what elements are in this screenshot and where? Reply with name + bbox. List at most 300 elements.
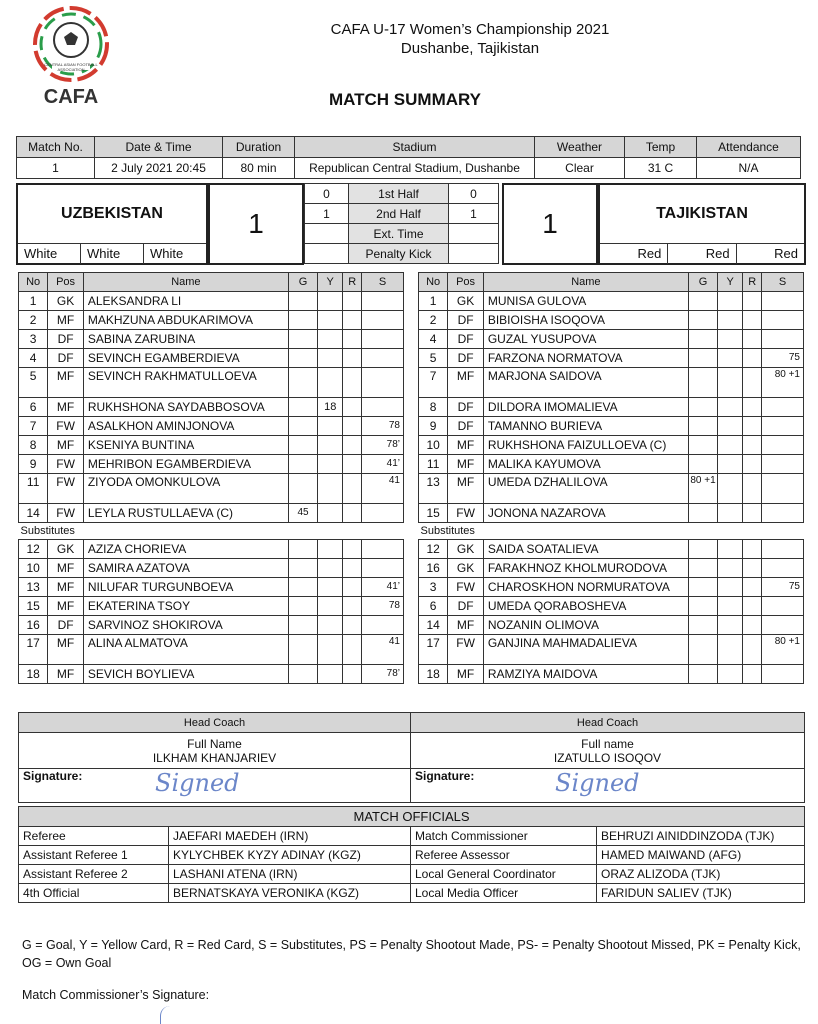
player-yellow — [318, 504, 343, 523]
home-coach-name: ILKHAM KHANJARIEV — [152, 750, 277, 765]
player-row — [19, 504, 404, 523]
player-row — [419, 635, 804, 665]
player-name: CHAROSKHON NORMURATOVA — [483, 578, 688, 597]
home-lineup — [18, 272, 404, 684]
player-position: FW — [448, 504, 484, 523]
period-away: 0 — [449, 184, 499, 204]
player-position: MF — [48, 665, 84, 684]
player-yellow — [718, 635, 743, 665]
player-goals — [688, 349, 717, 368]
player-subs — [762, 559, 804, 578]
away-coach-cell — [411, 733, 805, 769]
player-yellow — [718, 398, 743, 417]
player-yellow — [318, 559, 343, 578]
logo-subtext: CENTRAL ASIAN FOOTBALL ASSOCIATION — [44, 62, 98, 72]
player-subs: 41’ — [362, 578, 404, 597]
official-name: HAMED MAIWAND (AFG) — [597, 846, 805, 865]
player-number: 10 — [19, 559, 48, 578]
player-position: MF — [48, 398, 84, 417]
player-row — [419, 665, 804, 684]
header-attendance: Attendance — [697, 137, 801, 158]
player-red — [743, 398, 762, 417]
player-number: 9 — [19, 455, 48, 474]
player-red — [743, 559, 762, 578]
player-number: 5 — [419, 349, 448, 368]
official-name: ORAZ ALIZODA (TJK) — [597, 865, 805, 884]
player-name: RUKHSHONA FAIZULLOEVA (C) — [483, 436, 688, 455]
player-name: SARVINOZ SHOKIROVA — [83, 616, 288, 635]
player-row — [419, 504, 804, 523]
player-name: SAMIRA AZATOVA — [83, 559, 288, 578]
commissioner-signature-mark — [160, 1006, 181, 1024]
period-row — [305, 204, 499, 224]
player-position: MF — [448, 455, 484, 474]
player-goals — [688, 436, 717, 455]
player-yellow — [718, 349, 743, 368]
player-position: MF — [48, 559, 84, 578]
period-home — [305, 224, 349, 244]
player-name: AZIZA CHORIEVA — [83, 540, 288, 559]
player-subs — [762, 417, 804, 436]
player-subs — [762, 398, 804, 417]
period-home: 0 — [305, 184, 349, 204]
player-name: RAMZIYA MAIDOVA — [483, 665, 688, 684]
player-number: 12 — [19, 540, 48, 559]
player-yellow — [718, 417, 743, 436]
player-subs: 41 — [362, 474, 404, 504]
official-role: 4th Official — [19, 884, 169, 903]
player-goals — [688, 504, 717, 523]
player-name: UMEDA DZHALILOVA — [483, 474, 688, 504]
official-row — [19, 846, 805, 865]
player-name: ZIYODA OMONKULOVA — [83, 474, 288, 504]
player-subs — [762, 436, 804, 455]
duration-value: 80 min — [223, 158, 295, 179]
home-coach-header: Head Coach — [19, 713, 411, 733]
player-number: 17 — [419, 635, 448, 665]
player-name: MUNISA GULOVA — [483, 292, 688, 311]
player-subs — [362, 292, 404, 311]
player-row — [19, 474, 404, 504]
player-row — [19, 635, 404, 665]
player-row — [419, 398, 804, 417]
player-number: 18 — [19, 665, 48, 684]
player-position: FW — [48, 417, 84, 436]
header-duration: Duration — [223, 137, 295, 158]
player-number: 3 — [419, 578, 448, 597]
player-red — [743, 635, 762, 665]
period-row — [305, 244, 499, 264]
header-date-time: Date & Time — [95, 137, 223, 158]
away-color-shirt: Red — [600, 244, 668, 264]
col-pos: Pos — [448, 273, 484, 292]
player-number: 8 — [419, 398, 448, 417]
player-goals: 80 +1 — [688, 474, 717, 504]
player-subs — [362, 559, 404, 578]
player-goals — [688, 398, 717, 417]
player-row — [19, 311, 404, 330]
player-subs — [362, 368, 404, 398]
player-position: DF — [48, 349, 84, 368]
player-red — [743, 597, 762, 616]
player-subs — [362, 349, 404, 368]
player-yellow — [318, 474, 343, 504]
player-goals — [688, 635, 717, 665]
player-number: 10 — [419, 436, 448, 455]
coach-header-row — [19, 713, 805, 733]
player-row — [419, 540, 804, 559]
official-name: JAEFARI MAEDEH (IRN) — [169, 827, 411, 846]
player-position: MF — [448, 616, 484, 635]
player-row — [19, 436, 404, 455]
player-row — [19, 292, 404, 311]
player-red — [343, 349, 362, 368]
player-number: 12 — [419, 540, 448, 559]
championship-title: CAFA U-17 Women’s Championship 2021 — [330, 21, 610, 38]
player-yellow — [718, 578, 743, 597]
col-subs: S — [762, 273, 804, 292]
player-goals — [688, 597, 717, 616]
home-coach-signature-cell — [19, 769, 411, 803]
col-goals: G — [288, 273, 317, 292]
attendance-value: N/A — [697, 158, 801, 179]
player-subs — [762, 311, 804, 330]
away-colors — [600, 243, 804, 264]
player-subs — [762, 665, 804, 684]
player-name: NILUFAR TURGUNBOEVA — [83, 578, 288, 597]
player-row — [19, 330, 404, 349]
player-name: MARJONA SAIDOVA — [483, 368, 688, 398]
official-name: FARIDUN SALIEV (TJK) — [597, 884, 805, 903]
stadium-value: Republican Central Stadium, Dushanbe — [295, 158, 535, 179]
score-block — [16, 183, 806, 265]
player-red — [743, 540, 762, 559]
player-name: MALIKA KAYUMOVA — [483, 455, 688, 474]
temp-value: 31 C — [625, 158, 697, 179]
player-goals — [688, 311, 717, 330]
player-row — [419, 578, 804, 597]
player-number: 6 — [19, 398, 48, 417]
player-name: SEVICH BOYLIEVA — [83, 665, 288, 684]
player-yellow — [718, 504, 743, 523]
player-number: 2 — [419, 311, 448, 330]
player-goals — [288, 474, 317, 504]
player-position: DF — [48, 330, 84, 349]
player-subs: 41’ — [362, 455, 404, 474]
player-subs — [762, 330, 804, 349]
player-name: GUZAL YUSUPOVA — [483, 330, 688, 349]
player-red — [743, 292, 762, 311]
player-red — [343, 292, 362, 311]
player-red — [343, 616, 362, 635]
period-scores — [304, 183, 499, 264]
player-row — [19, 578, 404, 597]
player-number: 4 — [419, 330, 448, 349]
player-position: GK — [448, 559, 484, 578]
player-row — [419, 436, 804, 455]
match-info-header-row — [17, 137, 801, 158]
header-match-no: Match No. — [17, 137, 95, 158]
player-name: JONONA NAZAROVA — [483, 504, 688, 523]
player-name: KSENIYA BUNTINA — [83, 436, 288, 455]
player-goals — [288, 559, 317, 578]
player-name: GANJINA MAHMADALIEVA — [483, 635, 688, 665]
player-yellow — [718, 436, 743, 455]
player-row — [19, 417, 404, 436]
player-goals — [288, 330, 317, 349]
player-position: GK — [48, 540, 84, 559]
weather-value: Clear — [535, 158, 625, 179]
player-subs — [762, 540, 804, 559]
player-goals — [688, 292, 717, 311]
player-subs — [762, 616, 804, 635]
player-red — [343, 368, 362, 398]
col-yellow: Y — [718, 273, 743, 292]
player-yellow — [318, 665, 343, 684]
player-yellow — [718, 597, 743, 616]
player-position: DF — [448, 349, 484, 368]
player-red — [743, 417, 762, 436]
player-subs: 78 — [362, 417, 404, 436]
col-yellow: Y — [318, 273, 343, 292]
player-goals — [288, 665, 317, 684]
player-position: DF — [448, 311, 484, 330]
player-row — [419, 455, 804, 474]
period-row — [305, 224, 499, 244]
player-row — [19, 349, 404, 368]
player-red — [743, 455, 762, 474]
page-title: MATCH SUMMARY — [328, 90, 482, 109]
player-subs: 80 +1 — [762, 368, 804, 398]
player-number: 9 — [419, 417, 448, 436]
document-header — [190, 20, 750, 58]
coach-signature-row — [19, 769, 805, 803]
player-yellow — [718, 559, 743, 578]
away-team-name: TAJIKISTAN — [656, 205, 748, 222]
player-goals — [288, 349, 317, 368]
period-home: 1 — [305, 204, 349, 224]
col-name: Name — [83, 273, 288, 292]
col-no: No — [419, 273, 448, 292]
player-goals — [288, 292, 317, 311]
player-name: MAKHZUNA ABDUKARIMOVA — [83, 311, 288, 330]
player-yellow — [318, 311, 343, 330]
player-goals — [688, 578, 717, 597]
player-number: 15 — [419, 504, 448, 523]
home-color-socks: White — [150, 246, 184, 261]
col-name: Name — [483, 273, 688, 292]
col-subs: S — [362, 273, 404, 292]
player-red — [743, 330, 762, 349]
player-number: 8 — [19, 436, 48, 455]
player-row — [419, 368, 804, 398]
period-away — [449, 224, 499, 244]
player-row — [19, 665, 404, 684]
player-name: UMEDA QORABOSHEVA — [483, 597, 688, 616]
away-coach-name: IZATULLO ISOQOV — [553, 750, 662, 765]
player-row — [419, 292, 804, 311]
coach-table — [18, 712, 805, 803]
away-lineup — [418, 272, 804, 684]
legend: G = Goal, Y = Yellow Card, R = Red Card, S = Substitutes, PS = Penalty Shootout Made, PS- = Penalty Shootout Missed, PK = Penalty Kick, OG = Own Goal — [22, 938, 801, 970]
official-role: Referee Assessor — [411, 846, 597, 865]
player-position: FW — [48, 504, 84, 523]
player-name: BIBIOISHA ISOQOVA — [483, 311, 688, 330]
player-row — [419, 616, 804, 635]
player-yellow — [718, 665, 743, 684]
player-yellow — [318, 616, 343, 635]
player-row — [19, 540, 404, 559]
player-number: 7 — [19, 417, 48, 436]
player-goals — [688, 417, 717, 436]
player-number: 17 — [19, 635, 48, 665]
player-subs — [362, 330, 404, 349]
player-yellow — [718, 368, 743, 398]
player-number: 6 — [419, 597, 448, 616]
official-name: KYLYCHBEK KYZY ADINAY (KGZ) — [169, 846, 411, 865]
period-away: 1 — [449, 204, 499, 224]
player-yellow — [318, 292, 343, 311]
player-subs: 41 — [362, 635, 404, 665]
header-temp: Temp — [625, 137, 697, 158]
player-subs: 80 +1 — [762, 635, 804, 665]
player-goals — [288, 436, 317, 455]
player-name: TAMANNO BURIEVA — [483, 417, 688, 436]
player-subs: 78 — [362, 597, 404, 616]
match-info-table — [16, 136, 801, 179]
player-red — [343, 635, 362, 665]
player-yellow — [318, 597, 343, 616]
player-position: MF — [48, 368, 84, 398]
player-name: RUKHSHONA SAYDABBOSOVA — [83, 398, 288, 417]
player-goals — [288, 616, 317, 635]
player-number: 1 — [419, 292, 448, 311]
player-goals — [688, 559, 717, 578]
player-row — [419, 330, 804, 349]
player-number: 3 — [19, 330, 48, 349]
player-number: 1 — [19, 292, 48, 311]
player-position: MF — [48, 578, 84, 597]
player-yellow — [718, 474, 743, 504]
signature-label: Signature: — [415, 769, 475, 783]
player-subs — [362, 398, 404, 417]
player-position: MF — [448, 368, 484, 398]
player-subs — [762, 455, 804, 474]
player-goals — [288, 597, 317, 616]
substitutes-row — [19, 523, 404, 540]
home-color-shirt: White — [18, 244, 81, 264]
cafa-logo — [28, 4, 114, 110]
player-yellow — [718, 330, 743, 349]
period-label: 1st Half — [349, 184, 449, 204]
player-yellow — [318, 578, 343, 597]
player-goals — [288, 417, 317, 436]
home-team-box — [16, 183, 208, 265]
player-goals — [288, 455, 317, 474]
player-number: 16 — [419, 559, 448, 578]
player-red — [343, 578, 362, 597]
player-row — [19, 616, 404, 635]
player-name: MEHRIBON EGAMBERDIEVA — [83, 455, 288, 474]
player-row — [419, 597, 804, 616]
player-number: 7 — [419, 368, 448, 398]
player-yellow — [718, 311, 743, 330]
player-subs — [762, 597, 804, 616]
player-name: SEVINCH EGAMBERDIEVA — [83, 349, 288, 368]
player-number: 2 — [19, 311, 48, 330]
player-position: FW — [48, 455, 84, 474]
player-row — [419, 417, 804, 436]
player-goals — [288, 540, 317, 559]
player-row — [19, 398, 404, 417]
player-red — [343, 504, 362, 523]
period-label: Ext. Time — [349, 224, 449, 244]
player-position: DF — [448, 417, 484, 436]
away-coach-signature-cell — [411, 769, 805, 803]
commissioner-signature-label: Match Commissioner’s Signature: — [22, 988, 210, 1002]
player-yellow — [318, 417, 343, 436]
player-position: MF — [48, 635, 84, 665]
period-label: Penalty Kick — [349, 244, 449, 264]
player-row — [19, 368, 404, 398]
player-yellow — [318, 349, 343, 368]
player-goals — [688, 455, 717, 474]
player-yellow — [718, 455, 743, 474]
player-number: 4 — [19, 349, 48, 368]
home-coach-signature: Signed — [155, 769, 240, 797]
player-yellow — [318, 455, 343, 474]
player-name: FARAKHNOZ KHOLMURODOVA — [483, 559, 688, 578]
player-yellow — [318, 540, 343, 559]
lineup-table — [418, 272, 804, 684]
lineup-table — [18, 272, 404, 684]
location: Dushanbe, Tajikistan — [400, 40, 540, 57]
official-role: Assistant Referee 1 — [19, 846, 169, 865]
player-name: SABINA ZARUBINA — [83, 330, 288, 349]
player-row — [419, 474, 804, 504]
player-red — [343, 597, 362, 616]
home-coach-label: Full Name — [187, 736, 242, 751]
officials-header: MATCH OFFICIALS — [19, 807, 805, 827]
player-yellow — [318, 635, 343, 665]
home-coach-cell — [19, 733, 411, 769]
player-red — [743, 436, 762, 455]
player-red — [343, 455, 362, 474]
player-goals — [288, 311, 317, 330]
coach-name-row — [19, 733, 805, 769]
player-position: FW — [448, 578, 484, 597]
player-name: ALINA ALMATOVA — [83, 635, 288, 665]
player-subs — [762, 474, 804, 504]
player-number: 15 — [19, 597, 48, 616]
officials-table — [18, 806, 805, 903]
player-row — [19, 597, 404, 616]
period-away — [449, 244, 499, 264]
player-red — [743, 665, 762, 684]
col-red: R — [743, 273, 762, 292]
col-no: No — [19, 273, 48, 292]
player-position: FW — [448, 635, 484, 665]
player-subs — [362, 616, 404, 635]
player-name: ALEKSANDRA LI — [83, 292, 288, 311]
official-role: Local General Coordinator — [411, 865, 597, 884]
player-number: 5 — [19, 368, 48, 398]
player-row — [19, 455, 404, 474]
col-pos: Pos — [48, 273, 84, 292]
player-subs: 75 — [762, 349, 804, 368]
substitutes-label: Substitutes — [19, 523, 404, 540]
player-number: 18 — [419, 665, 448, 684]
